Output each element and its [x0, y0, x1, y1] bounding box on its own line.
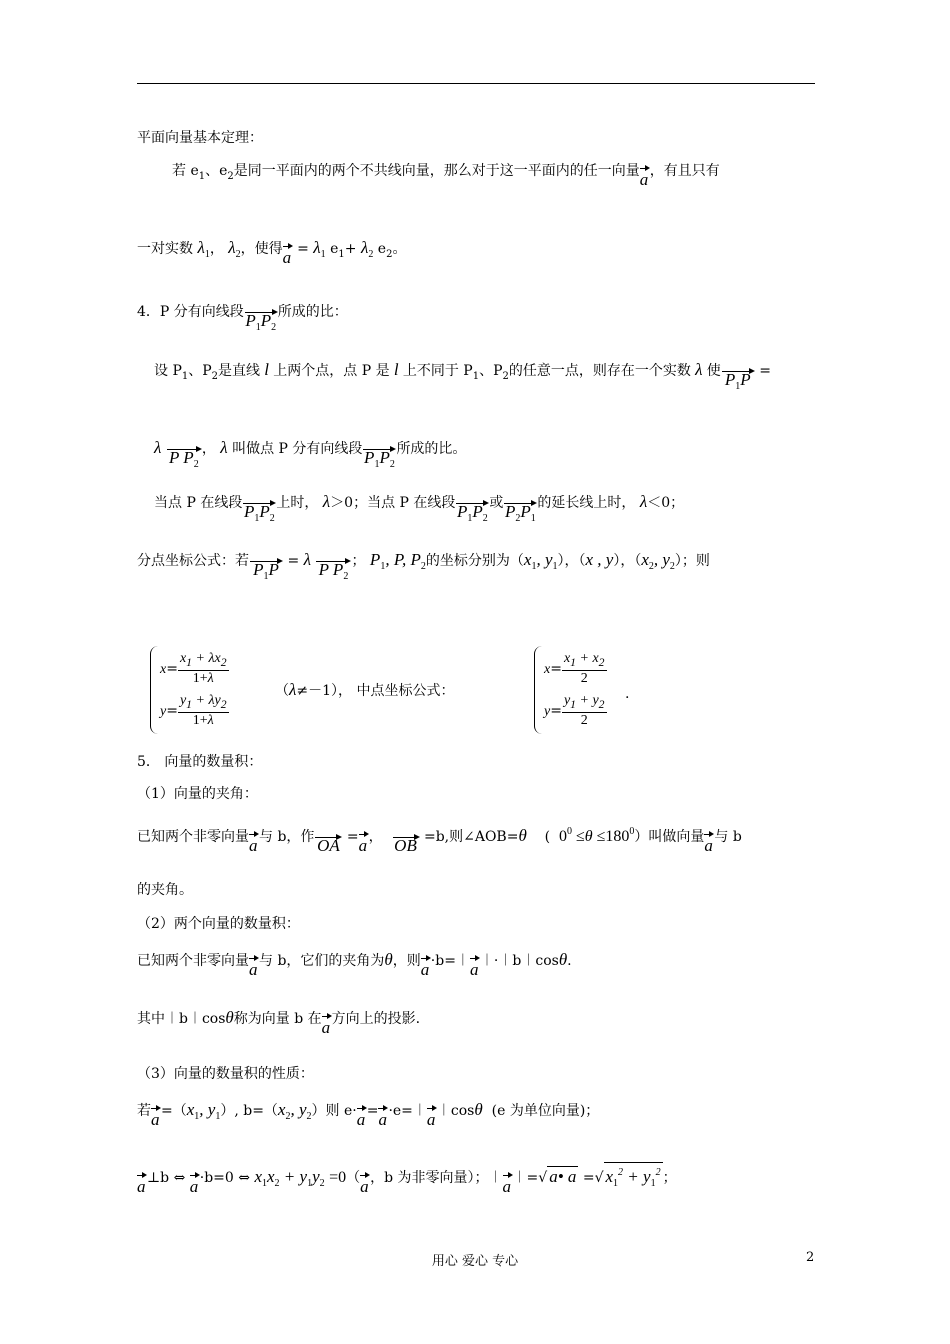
- midpoint-formula-y: y= $\frac{y_1 + y_2}{2}$: [544, 692, 605, 729]
- section-formula-x: x= $\frac{x_1 + \lambda x_2}{1+\lambda}$: [160, 650, 227, 687]
- ratio-definition-line2: λ P $P_2$， λ 叫做点 P 分有向线段 $P_1P_2$所成的比。: [154, 438, 467, 470]
- theorem-title: 平面向量基本定理：: [137, 130, 263, 146]
- vector-a: a: [640, 164, 650, 188]
- footer-text: 用心 爱心 专心: [431, 1254, 519, 1269]
- property-coordinates: 若 a $=(x_1$, $y_1$）, $b=(x_2$, $y_2$）则 e· a = a ·e=︱ a ︱cosθ (e 为单位向量)；: [137, 1100, 600, 1129]
- header-rule: [137, 83, 815, 84]
- projection-definition: 其中︱b︱cosθ称为向量 b 在 a 方向上的投影.: [137, 1008, 421, 1037]
- lambda-condition: （λ≠－1）， 中点坐标公式：: [275, 680, 455, 699]
- division-point-formula: 分点坐标公式：若 $P_1P = \lambda$ P $P_2$； $P_1$, P, $P_2$的坐标分别为（$x_1$, $y_1$），（x , y），（$x_2$, $y_2$）；则: [137, 550, 710, 582]
- theorem-statement-line2: 一对实数 $\lambda_1$， $\lambda_2$，使得 a = $\lambda_1$ $e_1+ \lambda_2$ $e_2$。: [137, 238, 407, 267]
- vector-a: a: [283, 242, 293, 266]
- period: .: [625, 686, 630, 702]
- property-perpendicular: a ⊥b ⇔ a ·b=0 ⇔ $x_1x_2 + y_1y_2 =0$（ a ，b 为非零向量）；︱ a ︱=√ a• a =√ $x_1^2 + y_1^2$ ；: [137, 1162, 677, 1195]
- section-5-heading: 5． 向量的数量积：: [137, 754, 263, 770]
- midpoint-formula-x: x= $\frac{x_1 + x_2}{2}$: [544, 650, 605, 687]
- section-formula-y: y= $\frac{y_1 + \lambda y_2}{1+\lambda}$: [160, 692, 227, 729]
- subsection-properties: （3）向量的数量积的性质：: [137, 1066, 314, 1082]
- subsection-dot-product: （2）两个向量的数量积：: [137, 916, 300, 932]
- angle-definition: 已知两个非零向量 a 与 b，作 OA = a ， OB =b,则∠AOB=θ ( $0^0 \le\theta \le 180^0$）叫做向量 a 与 b: [137, 826, 742, 855]
- subsection-angle: （1）向量的夹角：: [137, 786, 258, 802]
- ratio-definition-line1: 设 $P_1$、$P_2$是直线 l 上两个点，点 P 是 l 上不同于 $P_1$、$P_2$的任意一点，则存在一个实数 λ 使 $P_1P$ =: [154, 360, 771, 392]
- dot-product-definition: 已知两个非零向量 a 与 b，它们的夹角为θ，则 a ·b=︱ a ︱·︱b︱cosθ.: [137, 950, 572, 979]
- page-number: 2: [806, 1250, 815, 1265]
- ratio-sign-rule: 当点 P 在线段 $P_1P_2$上时， λ＞0；当点 P 在线段 $P_1P_2$或 $P_2P_1$的延长线上时， λ＜0；: [154, 492, 685, 524]
- section-4-heading: 4．P 分有向线段 $P_1P_2$所成的比：: [137, 304, 348, 333]
- theorem-statement-line1: 若 $e_1$、$e_2$是同一平面内的两个不共线向量，那么对于这一平面内的任一向量 a ，有且只有: [172, 163, 720, 189]
- angle-definition-end: 的夹角。: [137, 882, 193, 898]
